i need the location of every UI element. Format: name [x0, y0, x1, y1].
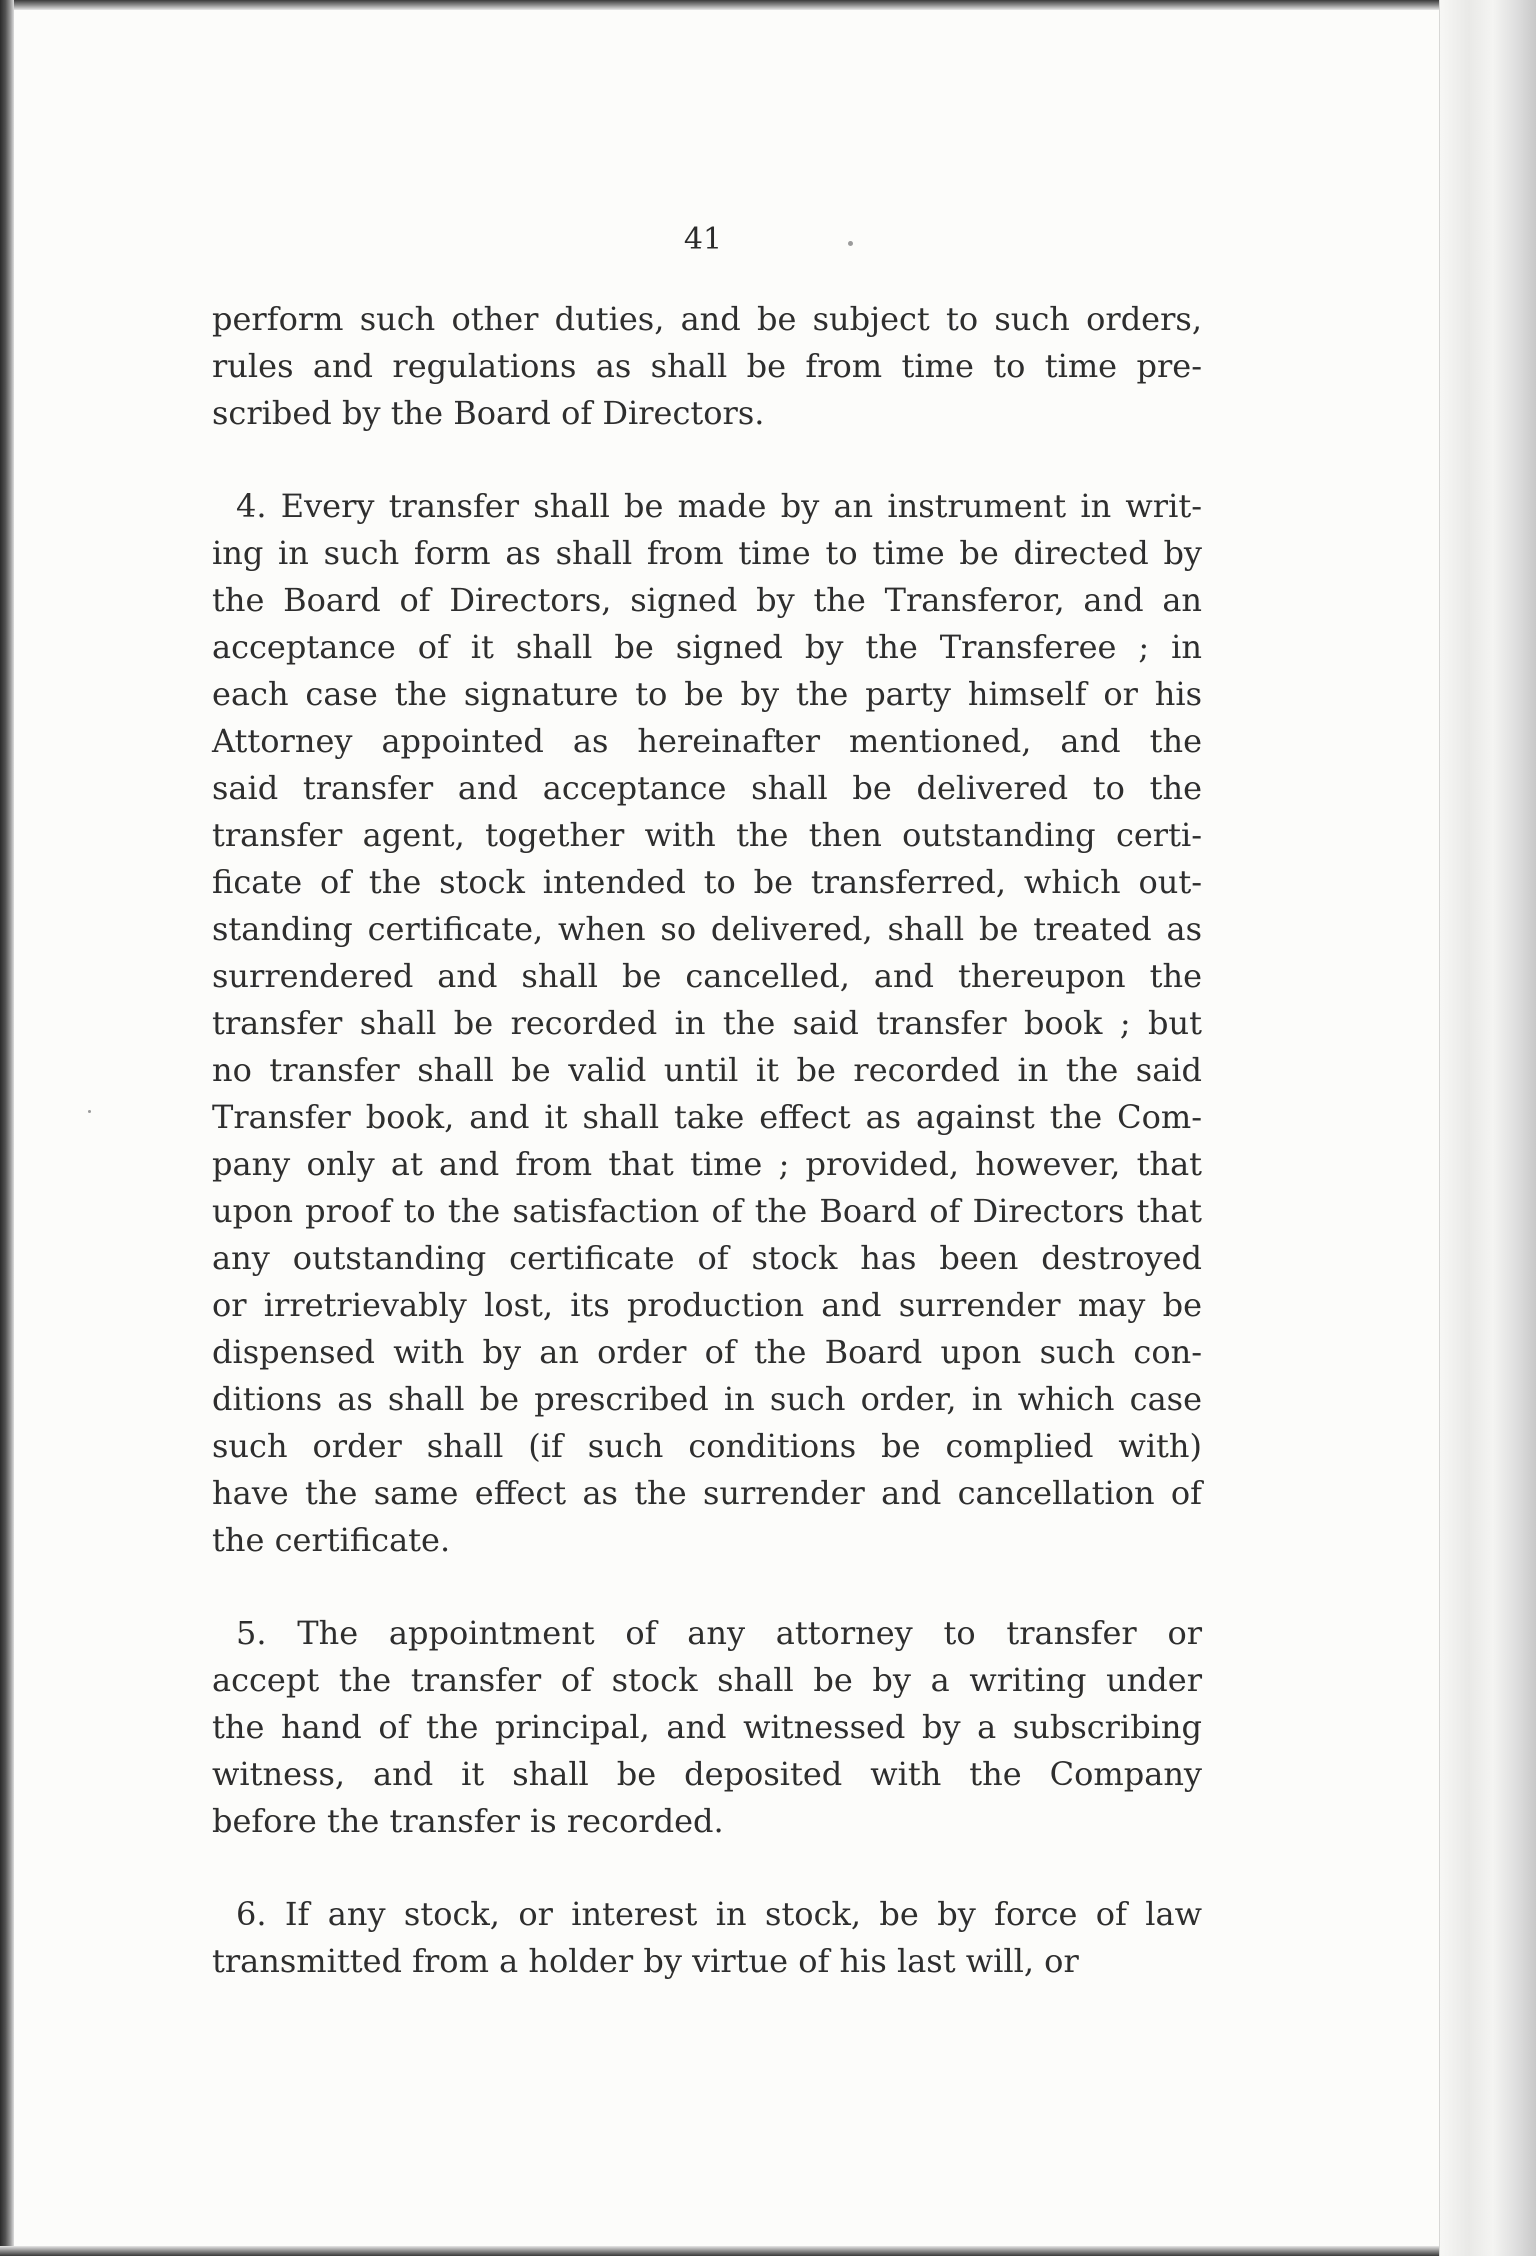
- page-fore-edge: [1439, 0, 1536, 2256]
- scan-top-edge: [0, 0, 1536, 10]
- text-line: transfer agent, together with the then outstanding certi-: [212, 816, 1202, 854]
- text-line: 4. Every transfer shall be made by an instrument in writ-: [236, 487, 1202, 525]
- text-line: 6. If any stock, or interest in stock, be by force of law: [236, 1895, 1202, 1933]
- text-line: accept the transfer of stock shall be by a writing under: [212, 1661, 1202, 1699]
- text-line: ficate of the stock intended to be transferred, which out-: [212, 863, 1202, 901]
- text-line: transmitted from a holder by virtue of his last will, or: [212, 1942, 1079, 1980]
- paragraph-continuation: [212, 296, 1202, 437]
- text-line: any outstanding certificate of stock has been destroyed: [212, 1239, 1202, 1277]
- paragraph-section-5: [212, 1610, 1202, 1845]
- text-line: standing certificate, when so delivered, shall be treated as: [212, 910, 1202, 948]
- text-line: Transfer book, and it shall take effect as against the Com-: [212, 1098, 1202, 1136]
- text-line: each case the signature to be by the party himself or his: [212, 675, 1202, 713]
- dust-speck: [848, 241, 853, 246]
- text-line: said transfer and acceptance shall be delivered to the: [212, 769, 1202, 807]
- text-line: transfer shall be recorded in the said transfer book ; but: [212, 1004, 1202, 1042]
- text-line: before the transfer is recorded.: [212, 1802, 724, 1840]
- text-line: acceptance of it shall be signed by the Transferee ; in: [212, 628, 1202, 666]
- text-line: have the same effect as the surrender and cancellation of: [212, 1474, 1202, 1512]
- text-line: ditions as shall be prescribed in such order, in which case: [212, 1380, 1202, 1418]
- text-line: ing in such form as shall from time to time be directed by: [212, 534, 1202, 572]
- text-line: or irretrievably lost, its production and surrender may be: [212, 1286, 1202, 1324]
- text-line: the certificate.: [212, 1521, 451, 1559]
- text-line: no transfer shall be valid until it be recorded in the said: [212, 1051, 1202, 1089]
- body-text: [212, 296, 1202, 2031]
- scan-bottom-edge: [0, 2246, 1536, 2256]
- text-line: Attorney appointed as hereinafter mentioned, and the: [212, 722, 1202, 760]
- scan-left-edge: [0, 0, 14, 2256]
- paragraph-section-4: [212, 483, 1202, 1564]
- text-line: pany only at and from that time ; provided, however, that: [212, 1145, 1202, 1183]
- text-line: witness, and it shall be deposited with the Company: [212, 1755, 1202, 1793]
- text-line: surrendered and shall be cancelled, and thereupon the: [212, 957, 1202, 995]
- text-line: dispensed with by an order of the Board upon such con-: [212, 1333, 1202, 1371]
- text-line: the Board of Directors, signed by the Transferor, and an: [212, 581, 1202, 619]
- text-line: scribed by the Board of Directors.: [212, 394, 765, 432]
- page-number: 41: [683, 222, 723, 257]
- text-line: the hand of the principal, and witnessed by a subscribing: [212, 1708, 1202, 1746]
- text-line: perform such other duties, and be subject to such orders,: [212, 300, 1202, 338]
- text-line: such order shall (if such conditions be complied with): [212, 1427, 1202, 1465]
- text-line: 5. The appointment of any attorney to transfer or: [236, 1614, 1202, 1652]
- text-line: rules and regulations as shall be from time to time pre-: [212, 347, 1202, 385]
- dust-speck: [88, 1110, 91, 1113]
- paragraph-section-6: [212, 1891, 1202, 1985]
- text-line: upon proof to the satisfaction of the Board of Directors that: [212, 1192, 1202, 1230]
